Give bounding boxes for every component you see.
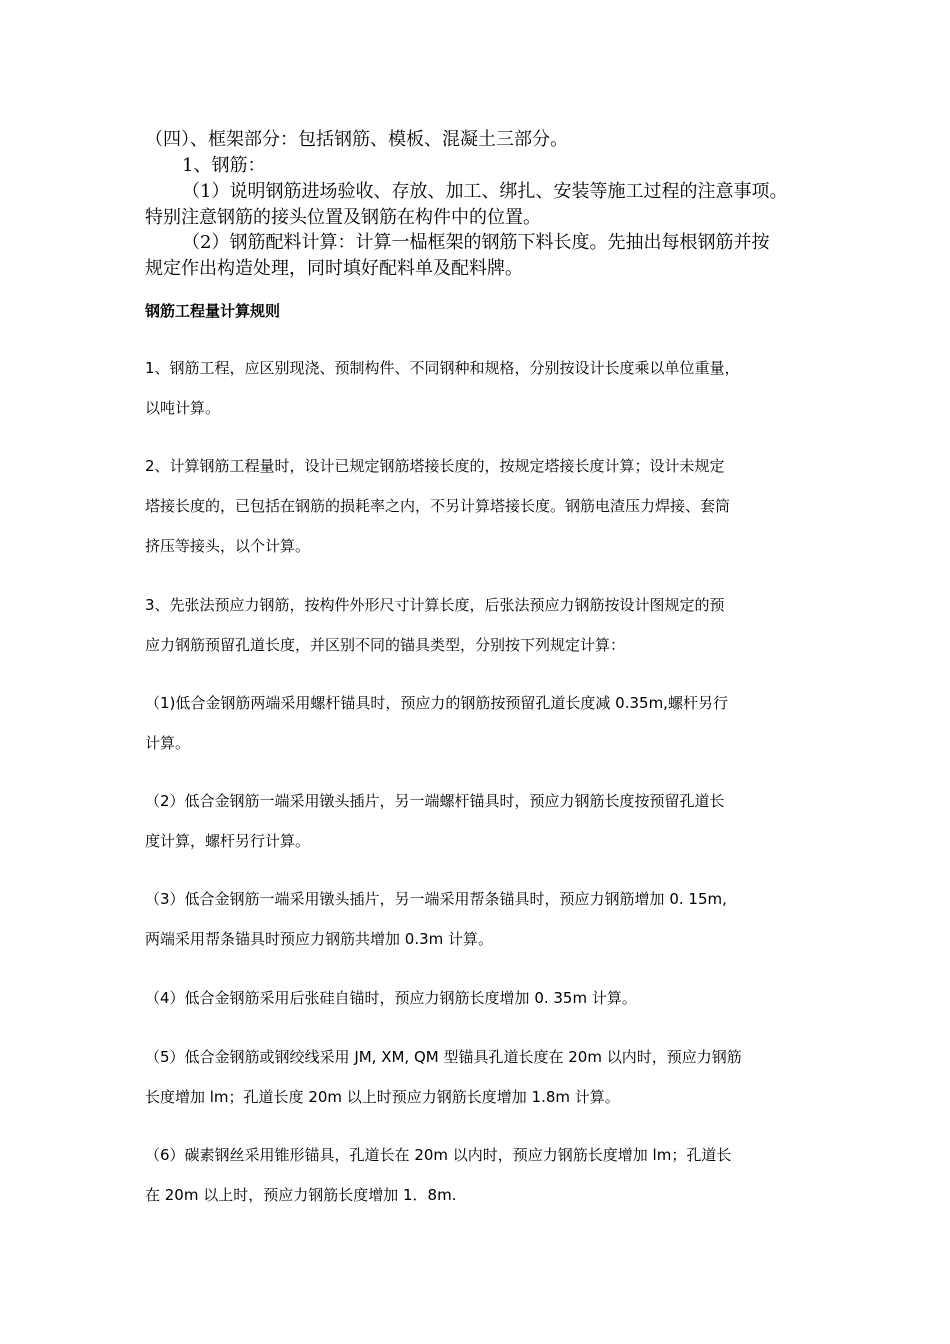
rule-2-line-3: 挤压等接头，以个计算。 — [145, 537, 311, 555]
sub-rule-3-line-1: （3）低合金钢筋一端采用镦头插片，另一端采用帮条锚具时，预应力钢筋增加 0. 15m, — [145, 890, 727, 908]
sub-rule-4-line-1: （4）低合金钢筋采用后张硅自锚时，预应力钢筋长度增加 0. 35m 计算。 — [145, 989, 637, 1007]
sub-rule-6-line-1: （6）碳素钢丝采用锥形锚具，孔道长在 20m 以内时，预应力钢筋长度增加 lm；孔道长 — [145, 1146, 732, 1164]
rule-2-line-1: 2、计算钢筋工程量时，设计已规定钢筋塔接长度的，按规定塔接长度计算；设计未规定 — [145, 457, 725, 475]
section-heading: （四）、框架部分：包括钢筋、模板、混凝土三部分。 — [145, 129, 568, 150]
item-2-line-2: 规定作出构造处理，同时填好配料单及配料牌。 — [145, 258, 523, 279]
sub-rule-2-line-1: （2）低合金钢筋一端采用镦头插片，另一端螺杆锚具时，预应力钢筋长度按预留孔道长 — [145, 792, 725, 810]
item-1-line-2: 特别注意钢筋的接头位置及钢筋在构件中的位置。 — [145, 207, 541, 228]
sub-rule-5-line-2: 长度增加 lm；孔道长度 20m 以上时预应力钢筋长度增加 1.8m 计算。 — [145, 1088, 620, 1106]
rule-3-line-2: 应力钢筋预留孔道长度，并区别不同的锚具类型，分别按下列规定计算： — [145, 636, 626, 654]
rule-1-line-2: 以吨计算。 — [145, 399, 221, 417]
sub-rule-2-line-2: 度计算，螺杆另行计算。 — [145, 832, 311, 850]
rules-title: 钢筋工程量计算规则 — [145, 302, 281, 320]
item-2-line-1: （2）钢筋配料计算：计算一榀框架的钢筋下料长度。先抽出每根钢筋并按 — [182, 232, 770, 253]
sub-rule-6-line-2: 在 20m 以上时，预应力钢筋长度增加 1．8m. — [145, 1186, 457, 1204]
sub-rule-5-line-1: （5）低合金钢筋或钢绞线采用 JM, XM, QM 型锚具孔道长度在 20m 以内时，预应力钢筋 — [145, 1048, 742, 1066]
subsection-steel: 1、钢筋： — [182, 155, 266, 176]
rule-3-line-1: 3、先张法预应力钢筋，按构件外形尺寸计算长度，后张法预应力钢筋按设计图规定的预 — [145, 596, 725, 614]
sub-rule-3-line-2: 两端采用帮条锚具时预应力钢筋共增加 0.3m 计算。 — [145, 930, 494, 948]
rule-2-line-2: 塔接长度的，已包括在钢筋的损耗率之内，不另计算塔接长度。钢筋电渣压力焊接、套筒 — [145, 497, 731, 515]
sub-rule-1-line-1: （1)低合金钢筋两端采用螺杆锚具时，预应力的钢筋按预留孔道长度减 0.35m,螺杆另行 — [145, 694, 728, 712]
sub-rule-1-line-2: 计算。 — [145, 734, 191, 752]
rule-1-line-1: 1、钢筋工程，应区别现浇、预制构件、不同钢种和规格，分别按设计长度乘以单位重量， — [145, 359, 740, 377]
item-1-line-1: （1）说明钢筋进场验收、存放、加工、绑扎、安装等施工过程的注意事项。 — [182, 181, 788, 202]
